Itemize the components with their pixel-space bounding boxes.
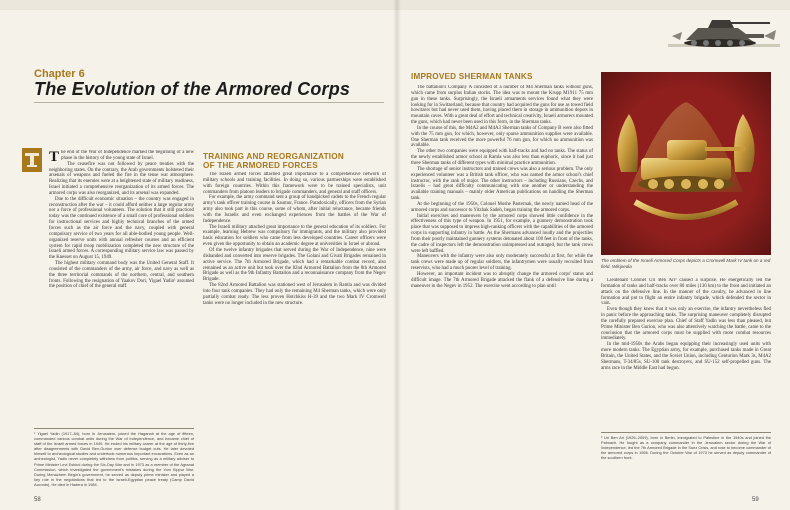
photo-caption: The emblem of the Israeli Armored Corps depicts a Cromwell Mark IV tank on a red field. Wikipedia <box>601 258 771 269</box>
paragraph: The other two companies were equipped with half-tracks and had no tanks. The status of the newly established armor school at Ramla was also less than euphoric, since it had just three Sherman tanks of different types with minimal practice ammunition. <box>411 149 593 166</box>
page-number-left: 58 <box>34 497 41 503</box>
paragraph: Lieutenant Colonel Uri Ben Ari² caused a surprise. He energetically led the formation of tanks and half-tracks over 80 miles (130 km) to the front and initiated an attack on the defensive line. In the manner of the cavalry, he advanced in line formation and put to flight an entire infantry brigade, which defended the sector in vain. <box>601 278 771 307</box>
chapter-label: Chapter 6 <box>34 68 85 80</box>
body-column-2 <box>203 172 386 498</box>
paragraph: The highest military command body was the United General Staff. It consisted of the commanders of the army, air force, and navy as well as the three territorial commands of the northern, central, and southern fronts. Following the resignation of Yaakov Dori, Yigael Yadin¹ assumed the position of chief of the general staff. <box>49 261 194 290</box>
chapter-title: The Evolution of the Armored Corps <box>34 79 351 99</box>
paragraph: The battalion's Company A consisted of a number of M4 Sherman tanks without guns, which came from surplus Italian stocks. The idea was to mount the Krupp M1911 75 mm gun in these tanks. Surprisingly, the Israeli armaments services found what they were looking for in Switzerland, because that country had acquired the guns for use as towed field howitzers but had never used them, having placed them in storage in ammunition depots in mountain caves. With a great deal of effort and technical creativity, Israeli armorers mounted the guns, which had never been used in this form, in the Sherman tanks. <box>411 85 593 126</box>
paragraph: At the beginning of the 1950s, Colonel Moshe Pasternak, the newly named head of the armored corps and successor to Yitzhak Sadeh, began training the armored corps. <box>411 201 593 213</box>
title-rule <box>34 102 384 103</box>
paragraph: Initial exercises and maneuvers by the armored corps showed little confidence in the effectiveness of this type of weapon. In 1951, for example, a gunnery demonstration took place that was supposed to impress high-ranking officers with the capabilities of the armored corps in supporting infantry in battle. As the Shermans advanced loudly and the projectiles from their poorly maintained gunnery systems detonated about 100 feet in front of the tanks, the cadre of inspectors left the demonstration unimpressed and outraged, but the tank crews were left baffled. <box>411 213 593 254</box>
paragraph: The end of the War of Independence marked the beginning of a new phase in the history of the young state of Israel. <box>49 150 194 165</box>
armored-corps-emblem-icon <box>601 72 771 255</box>
page-number-right: 59 <box>752 497 759 503</box>
dropcap: T <box>49 150 60 165</box>
paragraph: The Israeli military attached great importance to the general education of its soldiers. For example, learning Hebrew was compulsory for immigrants, and the military also provided basic education for soldiers who came from less developed countries. Career officers were even given the opportunity to obtain an academic degree at universities in Israel or abroad. <box>203 224 386 248</box>
footnote-rule <box>34 428 194 429</box>
armored-corps-emblem-photo <box>601 72 771 255</box>
section-title-training <box>203 152 388 170</box>
body-column-3 <box>411 85 593 497</box>
paragraph: The ceasefire was not followed by peace treaties with the neighboring states. On the contrary, the Arab governments bolstered their arsenals of weapons and fueled the fire in the tense war atmosphere. Realizing that its enemies were at a heightened state of military readiness, Israel initiated a comprehensive reorganization of its armed forces. The armored corps was also reorganized, and its arsenal was expanded. <box>49 161 194 196</box>
paragraph: In the course of this, the M4A2 and M4A3 Sherman tanks of Company B were also fitted with the 75 mm gun, for which, however, only sparse ammunition supplies were available. One Sherman tank received the more powerful 76 mm gun, for which no ammunition was available. <box>411 125 593 149</box>
body-column-4 <box>601 278 771 423</box>
paragraph: In the mid-1950s the Arabs began equipping their increasingly used units with more modern tanks. The Egyptian army, for example, purchased tanks made in Great Britain, the United States, and the Soviet Union, including Centurion Mark 3s, M4A2 Shermans, T-34/85s, SU-100 tank destroyers, and SU-152 self-propelled guns. The arms race in the Middle East had begun. <box>601 342 771 371</box>
tank-sketch-icon <box>668 10 780 52</box>
section-title-line: OF THE ARMORED FORCES <box>203 161 318 170</box>
paragraph: The shortage of senior instructors and trained crews was also a serious problem. The only experienced volunteer was a British tank officer, who was named the armor school's chief instructor, with the rank of major. The other instructors – including Russians, Czechs, and Israelis – had great difficulty communicating with one another or understanding the available training manuals – mainly older American publications on handling the Sherman tank. <box>411 166 593 202</box>
paragraph: Due to the difficult economic situation – the country was engaged in reconstruction after the war – it could afford neither a large regular army nor a force of professional volunteers. The solution that it still practiced today was the continued existence of a small core of professional soldiers for instructional services and highly technical branches of the armed forces such as the air force and the navy, coupled with general compulsory service of two years for all able-bodied young people. Well-organized reserve units with annual refresher courses and an efficient system for rapid troop mobilization completed the new structure of the Israeli armed forces. A corresponding military service law was passed by the Knesset on August 15, 1949. <box>49 196 194 261</box>
section-title-line: TRAINING AND REORGANIZATION <box>203 152 344 161</box>
paragraph: However, an important incident was to abruptly change the armored corps' status and difficult image. The 7th Armored Brigade attacked the flank of a defensive line during a maneuver in the Negev in 1952. The exercise went according to plan until <box>411 272 593 289</box>
paragraph: Of the twelve infantry brigades that served during the War of Independence, nine were disbanded and converted into reserve brigades. The Golani and Givati Brigades remained in active service. The 7th Armored Brigade, which had a remarkable combat record, also remained as an active unit but took over the 82nd Armored Battalion from the 8th Armored Brigade as well as the 9th Infantry Battalion and a reconnaissance company from the Negev Brigade. <box>203 247 386 283</box>
paragraph: For example, the army command sent a group of handpicked cadets to the French regular army's tank officer training course in Saumur, France. Paradoxically, officers from the Syrian army also took part in this course, some of whom, after initial reluctance, became friends with the Israelis and even exchanged experiences from the battles of the War of Independence. <box>203 195 386 224</box>
footnote-1: ¹ Yigael Yadin (1917–84), born in Jerusalem, joined the Haganah at the age of fifteen, commanded various combat units during the War of Independence, and became chief of staff of the Israeli armed forces in 1949. He ended his military career at the age of thirty-five after disagreements with David Ben-Gurion over defense budget cuts. He later devoted himself to archeological studies and undertook numerous important excavations. Even as an archeologist, Yadin never completely withdrew from politics, serving as a military adviser to Prime Minister Levi Eshkol during the Six-Day War and in 1973 as a member of the Agranat Commission, which investigated the government's mistakes during the Yom Kippur War. During Menachem Begin's government, he served as deputy prime minister and played a key role in the negotiations that led to the Israeli-Egyptian peace treaty (Camp David Accords). He died in Hadera in 1984. <box>34 431 194 487</box>
book-gutter <box>393 0 401 510</box>
paragraph: Maneuvers with the infantry were also only moderately successful at first, for while the tank crews were made up of regular soldiers, the infantrymen were usually recruited from reservists, who had a much poorer level of training. <box>411 254 593 272</box>
paragraph: The 82nd Armored Battalion was stationed west of Jerusalem in Ramla and was divided into four tank companies. They had only the remaining M4 Sherman tanks, which were only partially combat ready. The less proven Hotchkiss H-39 and the two Mark IV Cromwell tanks were no longer included in the new structure. <box>203 283 386 306</box>
insignia-tab-icon <box>22 148 42 172</box>
footnote-2: ² Uri Ben Ari (1925–2009), born in Berlin, immigrated to Palestine in the 1940s and joined the Palmach. He fought as a company commander in the Jerusalem sector during the War of Independence, led the 7th Armored Brigade in the Suez Crisis, and rose to become commander of the armored corps in 1956. During the October War of 1973 he served as deputy commander of the southern front. <box>601 435 771 461</box>
footnote-rule <box>601 432 771 433</box>
section-title-sherman: IMPROVED SHERMAN TANKS <box>411 72 533 81</box>
paragraph: The Israeli armed forces attached great importance to a comprehensive network of military schools and training facilities. In doing so, various partnerships were established with foreign countries. Within this framework were to be trained specialists, unit commanders from platoon leaders to brigade commanders, and general and staff officers. <box>203 172 386 195</box>
paragraph: Even though they knew that it was only an exercise, the infantry nevertheless fled in panic before the approaching tanks. The surprising maneuver completely disrupted the carefully prepared exercise plan. Chief of Staff Yadin was less than pleased, but Prime Minister Ben Gurion, who was also attentively watching the battle, came to the conclusion that the armored corps must be supplied with more combat resources immediately. <box>601 307 771 342</box>
body-column-1 <box>49 150 194 418</box>
